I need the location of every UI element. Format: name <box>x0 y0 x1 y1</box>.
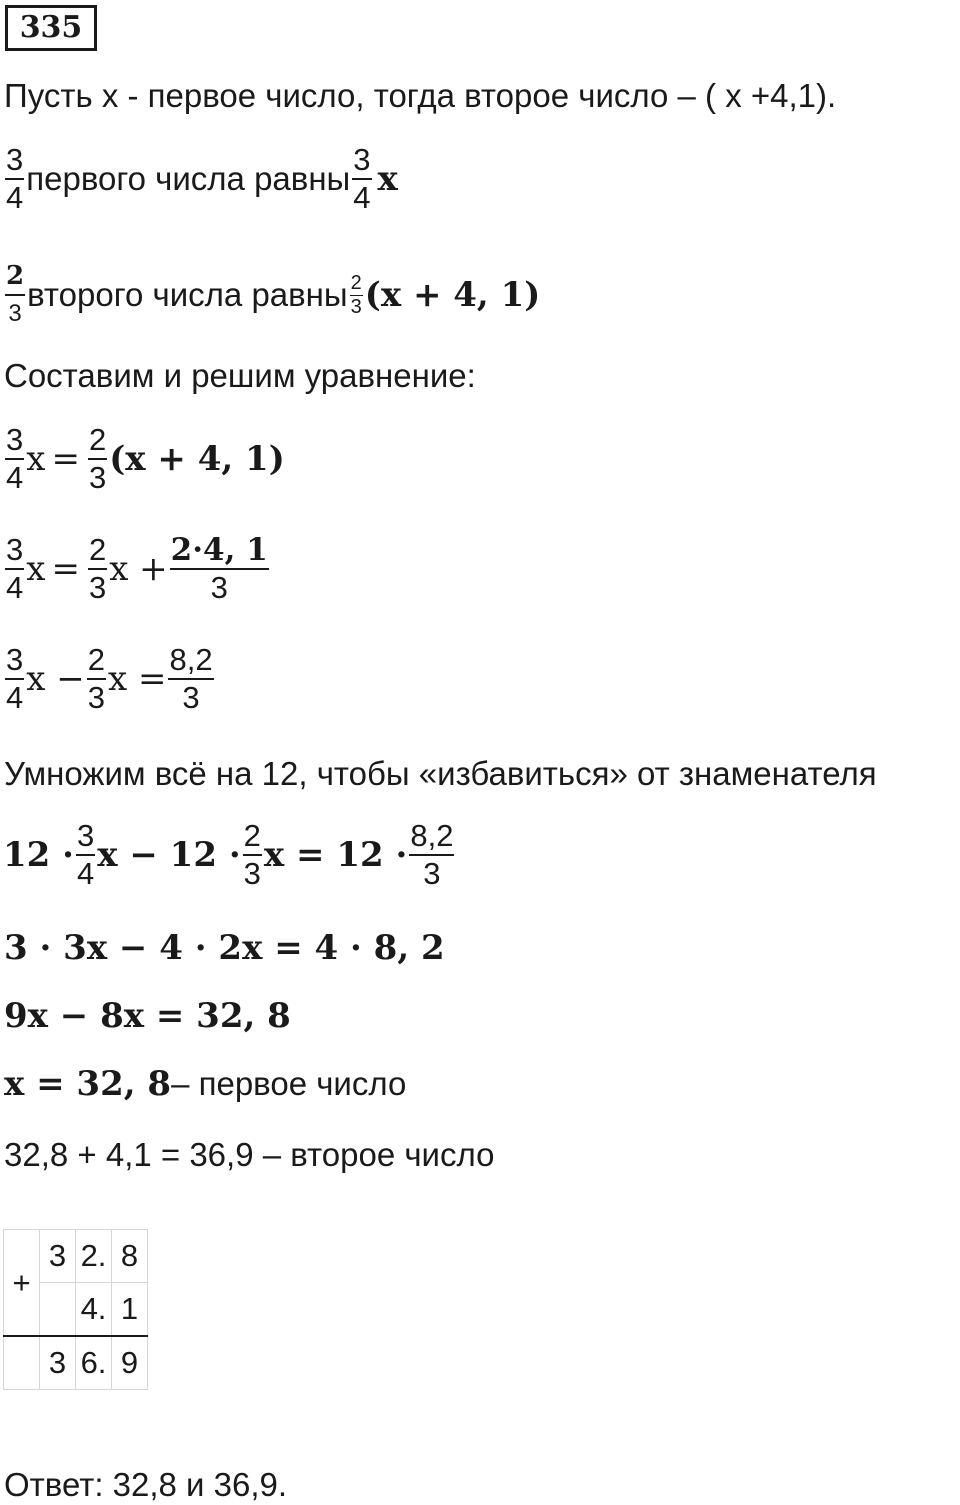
line-second <box>3 258 540 332</box>
plus-sign: + <box>4 1230 40 1337</box>
digit-cell: 9 <box>112 1336 148 1390</box>
expression: x = 32, 8 <box>4 1064 172 1104</box>
variable: x <box>26 439 46 479</box>
column-addition <box>3 1229 148 1390</box>
fraction: $\frac{2}{3}$ <box>5 258 25 332</box>
fraction: $\frac{2}{3}$ <box>350 271 362 318</box>
expression: x = <box>107 659 167 699</box>
equation-7 <box>4 1064 406 1104</box>
fraction: $\frac{3}{4}$ <box>6 142 24 215</box>
answer-text: Ответ: 32,8 и 36,9. <box>4 1466 288 1503</box>
equation-4 <box>3 818 456 892</box>
fraction: $\frac{3}{4}$ <box>77 818 95 891</box>
compose-text: Составим и решим уравнение: <box>4 357 476 394</box>
fraction: $\frac{3}{4}$ <box>6 642 24 715</box>
fraction: $\frac{3}{4}$ <box>6 532 24 605</box>
digit-cell: 3 <box>40 1230 76 1283</box>
line-second-text: второго числа равны <box>27 276 348 313</box>
fraction: $\frac{2}{3}$ <box>243 818 261 891</box>
digit-cell: 2. <box>76 1230 112 1283</box>
equation-7-text: – первое число <box>171 1065 407 1102</box>
fraction: $\frac{2}{3}$ <box>87 642 105 715</box>
digit-cell: 8 <box>112 1230 148 1283</box>
digit-cell <box>4 1336 40 1390</box>
digit-cell: 1 <box>112 1283 148 1337</box>
equation-2 <box>3 532 271 606</box>
fraction: $\frac{3}{4}$ <box>6 422 24 495</box>
variable: x <box>26 549 46 589</box>
equals-sign: = <box>51 549 80 589</box>
expression: x + <box>109 549 168 589</box>
digit-cell <box>40 1283 76 1337</box>
equation-5: 3 · 3x − 4 · 2x = 4 · 8, 2 <box>4 928 445 968</box>
fraction: $\frac{8,2}{3}$ <box>169 642 213 715</box>
problem-number: 335 <box>5 5 97 51</box>
fraction: $\frac{2}{3}$ <box>88 532 107 605</box>
expression: x − 12 · <box>97 835 241 875</box>
fraction: $\frac{3}{4}$ <box>353 142 371 215</box>
digit-cell: 3 <box>40 1336 76 1390</box>
line-first <box>3 142 398 216</box>
expression: (x + 4, 1) <box>364 275 541 315</box>
expression: x = 12 · <box>263 835 408 875</box>
expression: (x + 4, 1) <box>109 439 285 479</box>
multiply-text: Умножим всё на 12, чтобы «избавиться» от знаменателя <box>4 755 877 792</box>
line-first-text: первого числа равны <box>26 160 351 197</box>
fraction: $\frac{8,2}{3}$ <box>410 818 454 891</box>
fraction: $\frac{2}{3}$ <box>88 422 107 495</box>
variable: x <box>377 159 398 199</box>
intro-text: Пусть x - первое число, тогда второе число – ( x +4,1). <box>4 77 837 114</box>
digit-cell: 6. <box>76 1336 112 1390</box>
equation-6: 9x − 8x = 32, 8 <box>4 996 291 1036</box>
equation-1 <box>3 422 285 496</box>
sum-line: 32,8 + 4,1 = 36,9 – второе число <box>4 1136 495 1173</box>
digit-cell: 4. <box>76 1283 112 1337</box>
equals-sign: = <box>51 439 80 479</box>
fraction: $\frac{2\cdot 4, 1}{3}$ <box>170 532 268 605</box>
expression: x − <box>26 659 85 699</box>
expression: 12 · <box>3 835 74 875</box>
equation-3 <box>3 642 216 716</box>
